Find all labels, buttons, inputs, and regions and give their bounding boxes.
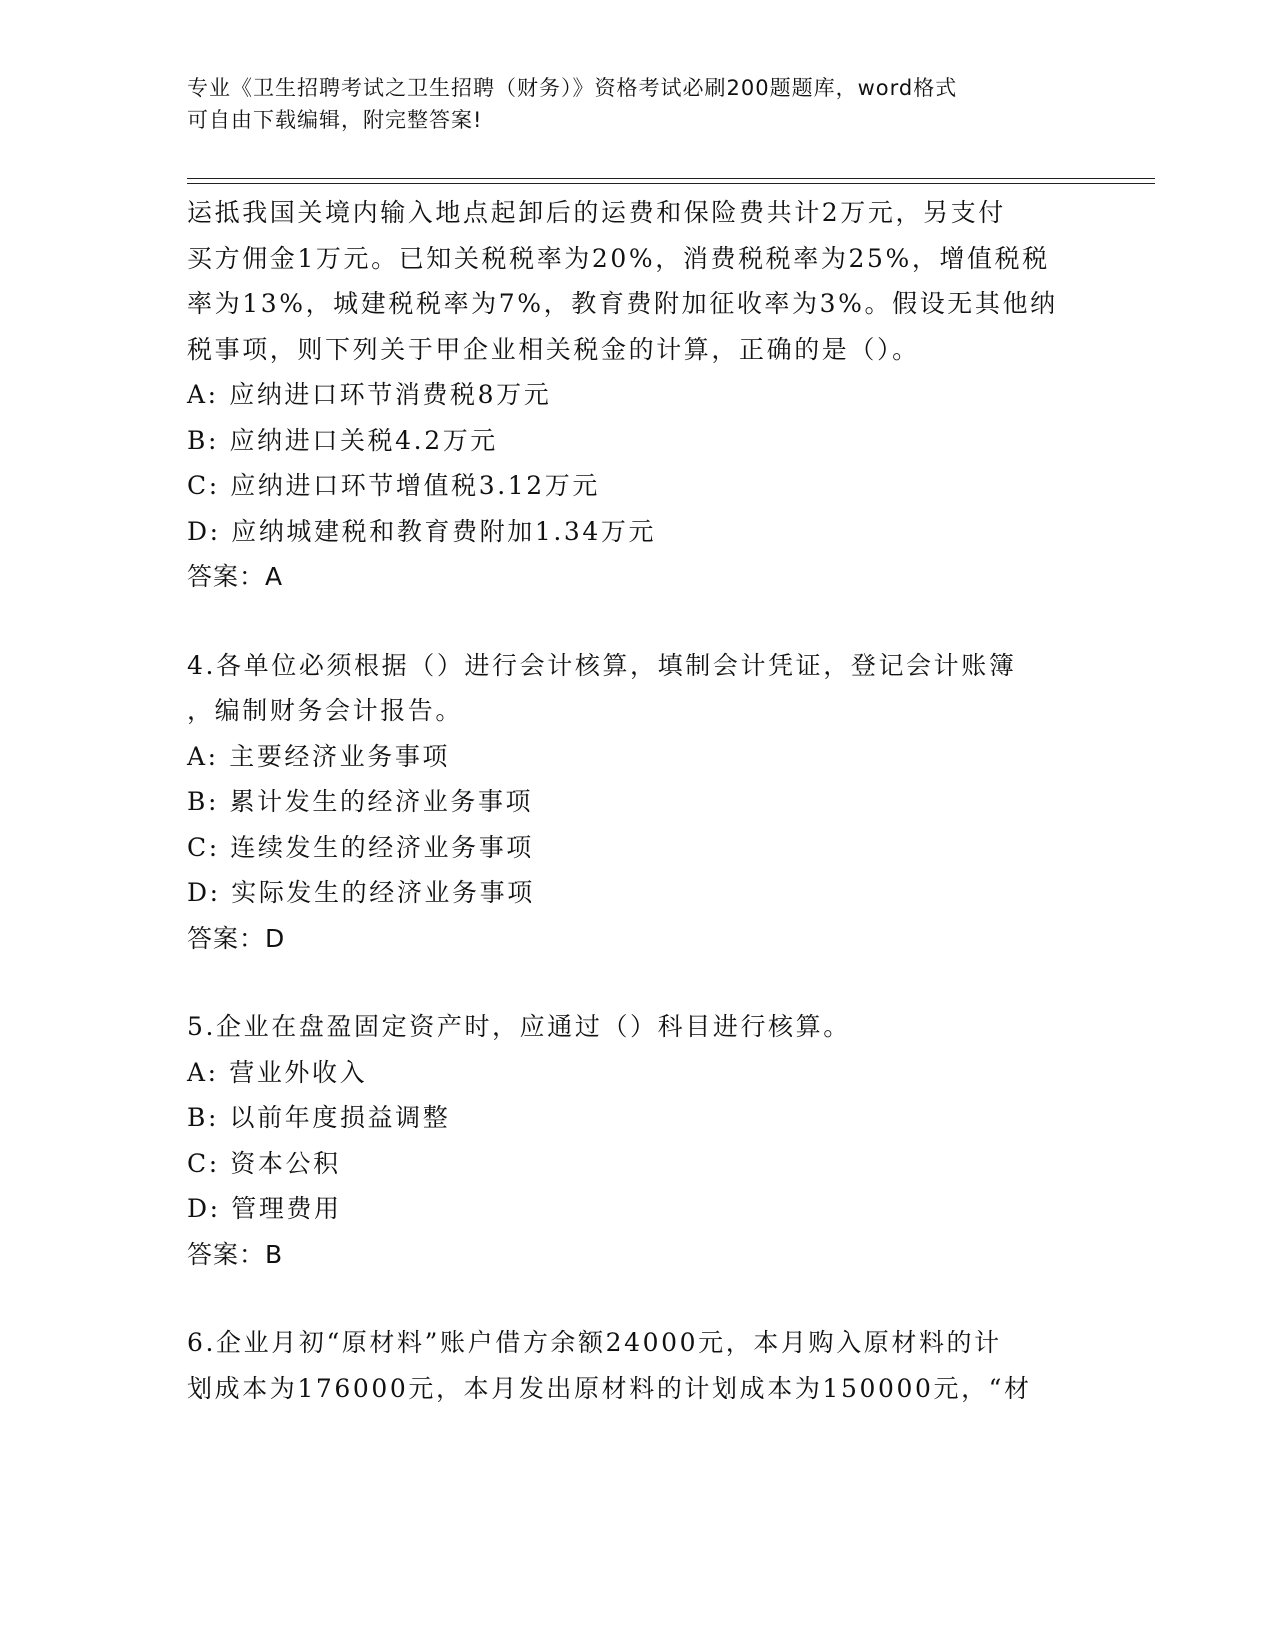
header-rule-bottom <box>187 183 1155 184</box>
option-a: A: 营业外收入 <box>187 1057 368 1087</box>
question-stem-line: 税事项，则下列关于甲企业相关税金的计算，正确的是（）。 <box>187 334 920 364</box>
question-stem-line: ，编制财务会计报告。 <box>187 696 464 725</box>
spacer <box>187 600 1087 643</box>
question-stem-line: 率为13%，城建税税率为7%，教育费附加征收率为3%。假设无其他纳 <box>187 289 1058 318</box>
question-5 <box>187 1004 1087 1277</box>
question-stem-line: 4.各单位必须根据（）进行会计核算，填制会计凭证，登记会计账簿 <box>187 650 1017 680</box>
question-3 <box>187 190 1087 600</box>
document-header <box>187 72 1087 136</box>
option-b: B: 以前年度损益调整 <box>187 1103 451 1132</box>
option-d: D: 实际发生的经济业务事项 <box>187 878 535 907</box>
question-4 <box>187 643 1087 962</box>
document-body <box>187 190 1087 1411</box>
answer: 答案：A <box>187 562 284 591</box>
option-a: A: 主要经济业务事项 <box>187 741 451 771</box>
option-d: D: 管理费用 <box>187 1194 342 1223</box>
question-stem-line: 运抵我国关境内输入地点起卸后的运费和保险费共计2万元，另支付 <box>187 198 1006 227</box>
option-b: B: 累计发生的经济业务事项 <box>187 787 534 816</box>
header-line-1: 专业《卫生招聘考试之卫生招聘（财务）》资格考试必刷200题题库，word格式 <box>187 76 958 100</box>
question-stem-line: 5.企业在盘盈固定资产时，应通过（）科目进行核算。 <box>187 1012 851 1041</box>
answer: 答案：B <box>187 1239 284 1269</box>
option-d: D: 应纳城建税和教育费附加1.34万元 <box>187 516 657 546</box>
header-line-2: 可自由下载编辑，附完整答案! <box>187 108 483 132</box>
option-c: C: 连续发生的经济业务事项 <box>187 832 534 862</box>
spacer <box>187 961 1087 1004</box>
question-6 <box>187 1320 1087 1411</box>
option-a: A: 应纳进口环节消费税8万元 <box>187 380 552 409</box>
header-rule-top <box>187 178 1155 179</box>
option-b: B: 应纳进口关税4.2万元 <box>187 425 498 455</box>
spacer <box>187 1277 1087 1320</box>
option-c: C: 应纳进口环节增值税3.12万元 <box>187 471 600 500</box>
answer: 答案：D <box>187 923 286 953</box>
question-stem-line: 6.企业月初“原材料”账户借方余额24000元，本月购入原材料的计 <box>187 1328 1002 1357</box>
option-c: C: 资本公积 <box>187 1148 341 1178</box>
question-stem-line: 买方佣金1万元。已知关税税率为20%，消费税税率为25%，增值税税 <box>187 243 1050 273</box>
question-stem-line: 划成本为176000元，本月发出原材料的计划成本为150000元，“材 <box>187 1373 1032 1403</box>
